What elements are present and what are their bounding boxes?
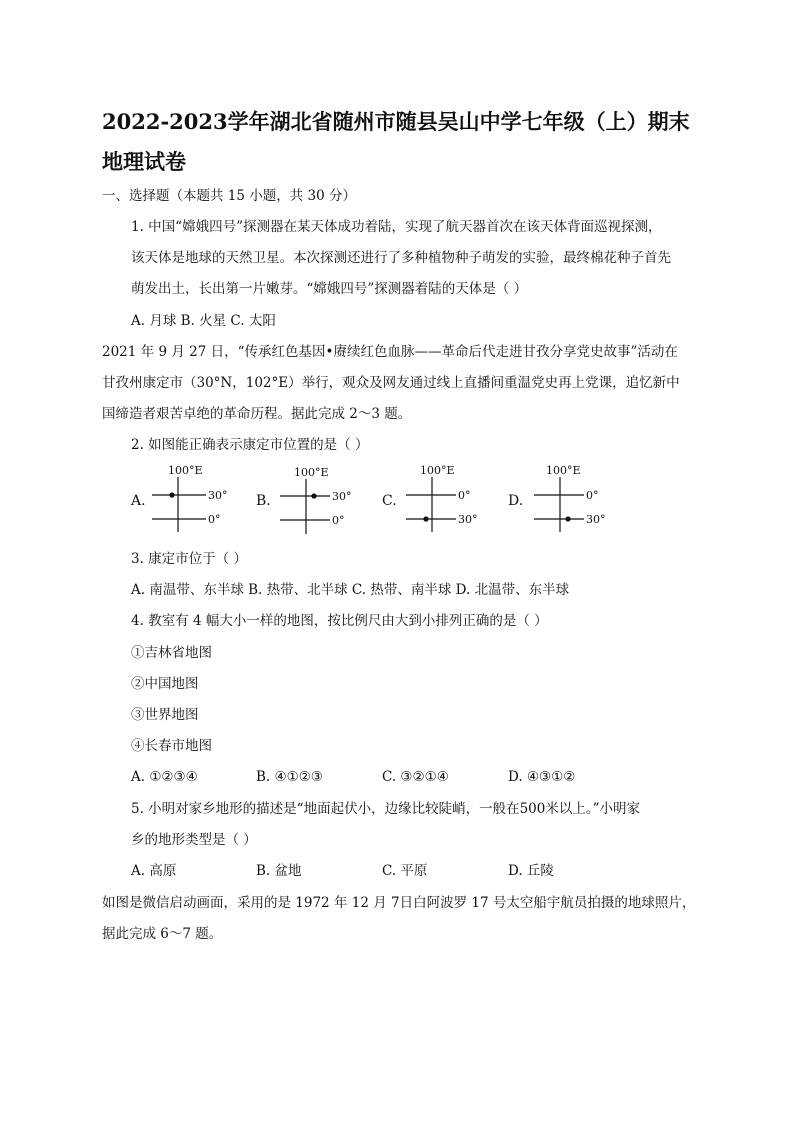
q2-option-b-letter: B. [256,493,271,509]
q5-line-1: 5. 小明对家乡地形的描述是“地面起伏小，边缘比较陡峭，一般在500米以上。”小明家 [131,801,640,817]
q1-line-1: 1. 中国“嫦娥四号”探测器在某天体成功着陆，实现了航天器首次在该天体背面巡视探测， [131,219,662,235]
q4-option-d: D. ④③①② [508,769,576,785]
q2-option-c-letter: C. [382,493,397,509]
lat-label-top: 30° [332,490,352,503]
q4-item-4: ④长春市地图 [131,738,212,754]
intro-2-3-line-3: 国缔造者艰苦卓绝的革命历程。据此完成 2～3 题。 [102,406,412,422]
meridian-label: 100°E [168,464,203,477]
lat-label-bottom: 0° [332,514,345,527]
q3-options: A. 南温带、东半球 B. 热带、北半球 C. 热带、南半球 D. 北温带、东半球 [131,582,570,598]
intro-6-7-line-2: 据此完成 6～7 题。 [102,926,223,942]
section-heading: 一、选择题（本题共 15 小题，共 30 分） [102,188,357,204]
meridian-label: 100°E [420,464,455,477]
q2-diagram-b [274,464,374,538]
q2-option-a-letter: A. [131,493,146,509]
q5-option-c: C. 平原 [382,863,428,879]
location-dot [169,492,174,497]
q1-line-2: 该天体是地球的天然卫星。本次探测还进行了多种植物种子萌发的实验，最终棉花种子首先 [131,250,671,266]
intro-2-3-line-2: 甘孜州康定市（30°N，102°E）举行，观众及网友通过线上直播间重温党史再上党课，追忆新中 [102,375,680,391]
intro-2-3-line-1: 2021 年 9 月 27 日，“传承红色基因•赓续红色血脉——革命后代走进甘孜分享党史故事”活动在 [102,344,678,360]
q4-option-a: A. ①②③④ [131,769,198,785]
q2-stem: 2. 如图能正确表示康定市位置的是（ ） [131,437,369,453]
q4-option-b: B. ④①②③ [256,769,323,785]
location-dot [311,493,316,498]
q4-item-3: ③世界地图 [131,707,199,723]
lat-label-top: 30° [208,489,228,502]
q5-option-a: A. 高原 [131,863,177,879]
location-dot [565,516,570,521]
q1-line-3: 萌发出土，长出第一片嫩芽。“嫦娥四号”探测器着陆的天体是（ ） [131,281,528,297]
lat-label-bottom: 30° [586,513,606,526]
q5-option-d: D. 丘陵 [508,863,554,879]
lat-label-top: 0° [586,489,599,502]
q3-stem: 3. 康定市位于（ ） [131,551,247,567]
meridian-label: 100°E [294,466,329,479]
lat-label-bottom: 0° [208,513,221,526]
q2-diagram-d [526,462,626,536]
meridian-label: 100°E [546,464,581,477]
lat-label-bottom: 30° [458,513,478,526]
lat-label-top: 0° [458,489,471,502]
location-dot [423,516,428,521]
q4-stem: 4. 教室有 4 幅大小一样的地图，按比例尺由大到小排列正确的是（ ） [131,613,548,629]
q2-diagram-a [148,462,248,536]
intro-6-7-line-1: 如图是微信启动画面，采用的是 1972 年 12 月 7日白阿波罗 17 号太空船宇航员拍摄的地球照片， [102,895,696,911]
page-title: 2022-2023学年湖北省随州市随县吴山中学七年级（上）期末地理试卷 [102,109,690,174]
q4-option-c: C. ③②①④ [382,769,449,785]
q1-options: A. 月球 B. 火星 C. 太阳 [131,313,276,329]
q4-item-2: ②中国地图 [131,676,199,692]
q5-line-2: 乡的地形类型是（ ） [131,832,257,848]
q2-option-d-letter: D. [508,493,524,509]
q5-option-b: B. 盆地 [256,863,302,879]
q2-diagram-c [400,462,500,536]
q4-item-1: ①吉林省地图 [131,645,212,661]
